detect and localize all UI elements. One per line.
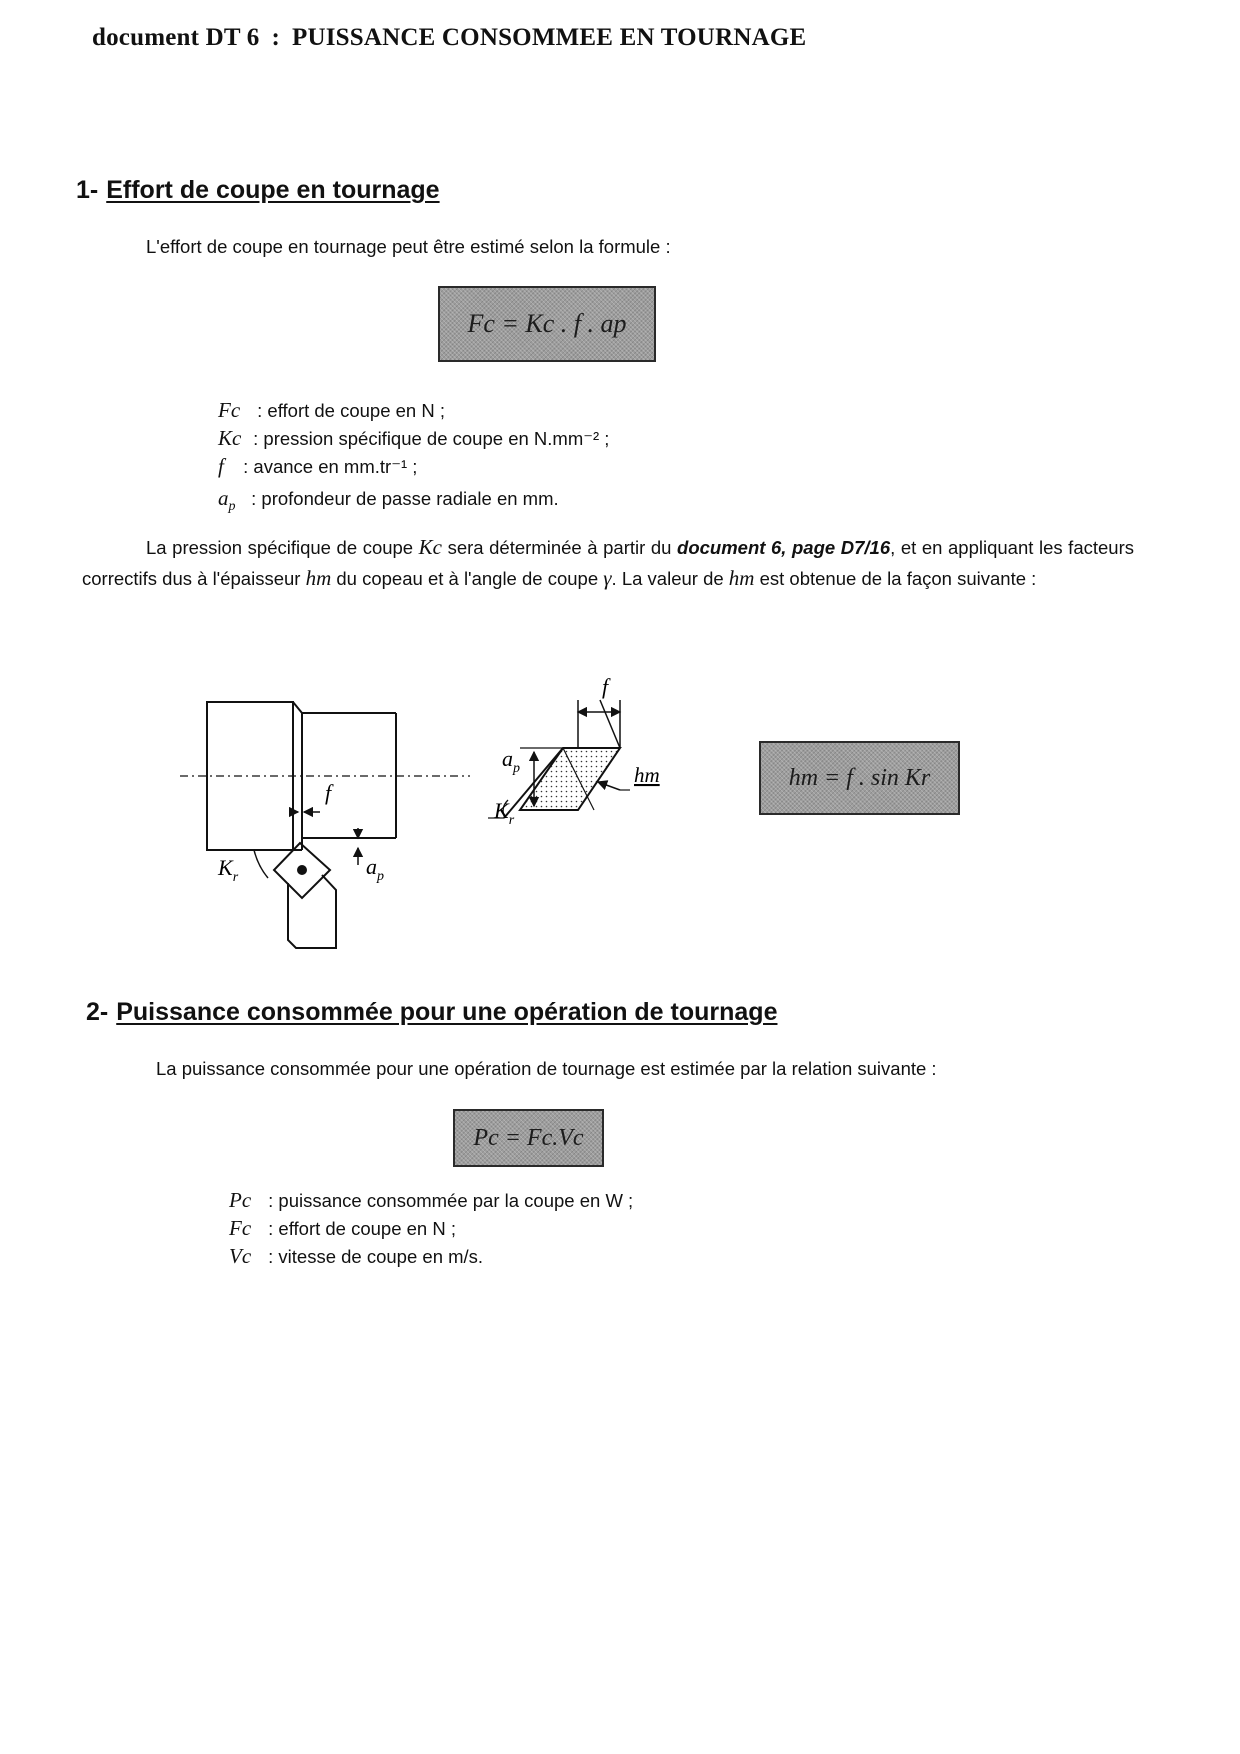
document-heading: PUISSANCE CONSOMMEE EN TOURNAGE [291,24,807,51]
definition-vc [229,1244,483,1269]
section2-heading [86,998,777,1027]
workpiece-drawing [180,702,470,948]
section1-paragraph: La pression spécifique de coupe Kc sera déterminée à partir du document 6, page D7/16, et en appliquant les facteurs correctifs dus à l'épaisseur hm du copeau et à l'angle de coupe γ. La valeur de hm est obtenue de la façon suivante : [82,535,1134,590]
hm-symbol: hm [305,566,332,590]
symbol-fc: Fc [218,398,241,422]
definition-text: : avance en mm.tr⁻¹ ; [243,456,418,477]
section2-title: Puissance consommée pour une opération de tournage [116,998,778,1026]
section2-number: 2- [86,998,109,1026]
document-reference: document 6, page D7/16 [677,537,891,558]
definition-text: : vitesse de coupe en m/s. [268,1246,484,1267]
definition-text: : pression spécifique de coupe en N.mm⁻² ; [253,428,610,449]
definition-text: : profondeur de passe radiale en mm. [251,488,559,509]
label-kr-chip: $K_r$ [494,798,515,828]
kc-symbol: Kc [418,535,442,559]
definition-text: : puissance consommée par la coupe en W ; [268,1190,634,1211]
section2-definitions [229,1188,929,1288]
symbol-pc: Pc [229,1188,252,1212]
label-f: f [325,780,332,805]
formula-hm: hm = f . sin Kr [759,741,960,815]
gamma-symbol: γ [603,566,612,590]
label-ap: $a_p$ [366,854,384,884]
hm-symbol: hm [728,566,755,590]
section1-intro: L'effort de coupe en tournage peut être estimé selon la formule : [146,236,671,257]
formula-fc: Fc = Kc . f . ap [438,286,656,362]
label-ap-chip: $a_p$ [502,746,520,776]
symbol-f: f [218,454,224,478]
section1-title: Effort de coupe en tournage [106,176,440,204]
definition-fc [229,1216,456,1241]
definition-text: : effort de coupe en N ; [257,400,446,421]
label-hm: hm [634,763,660,787]
definition-pc [229,1188,633,1213]
document-id: document DT 6 [92,24,260,51]
symbol-fc: Fc [229,1216,252,1240]
symbol-ap: $a_p$ [218,486,236,515]
definition-text: : effort de coupe en N ; [268,1218,457,1239]
label-f-chip: f [602,674,609,699]
section2-intro: La puissance consommée pour une opération de tournage est estimée par la relation suivante : [156,1058,937,1079]
symbol-kc: Kc [218,426,242,450]
label-kr: $K_r$ [218,855,239,885]
symbol-vc: Vc [229,1244,252,1268]
title-separator: : [271,24,280,51]
formula-pc: Pc = Fc.Vc [453,1109,604,1167]
section1-number: 1- [76,176,99,204]
